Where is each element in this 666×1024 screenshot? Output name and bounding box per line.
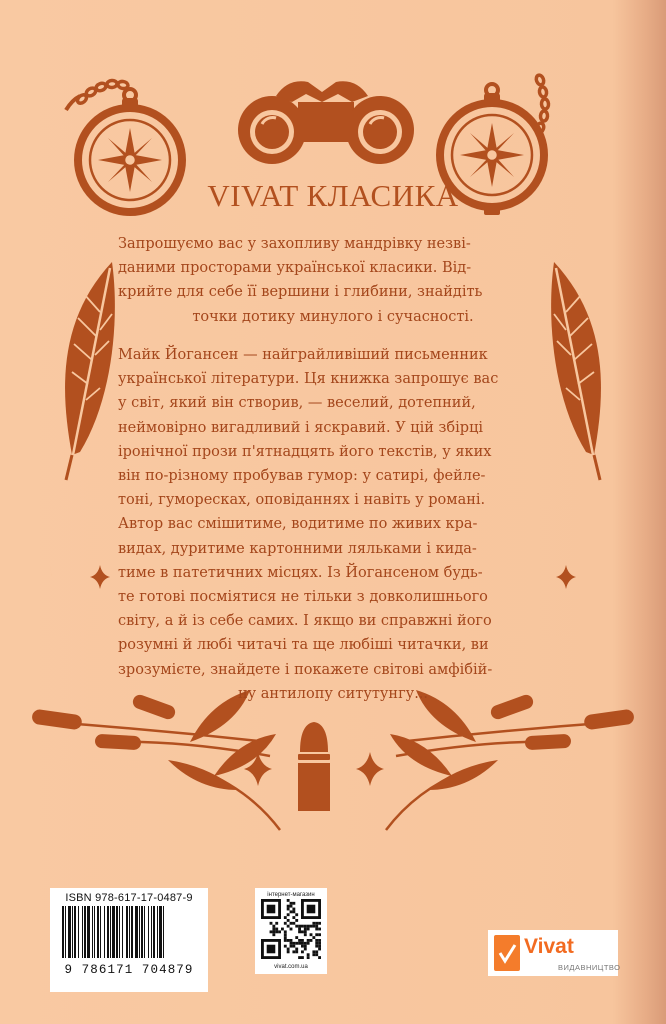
qr-top-caption: інтернет-магазин <box>267 892 315 898</box>
description-paragraph <box>118 343 548 706</box>
sparkle-star-icon <box>90 565 110 589</box>
description-line: видах, дуритиме картонними ляльками і кида- <box>118 540 477 557</box>
intro-line: точки дотику минулого і сучасності. <box>192 308 474 325</box>
crescent-moon-icon <box>590 540 616 592</box>
intro-paragraph <box>118 232 548 329</box>
bullet-icon <box>298 722 330 811</box>
description-line: зрозумієте, знайдете і покажете світові амфібій- <box>118 661 493 678</box>
intro-line: крийте для себе її вершини і глибини, знайдіть <box>118 284 483 301</box>
qr-code-icon <box>258 899 324 959</box>
sparkle-star-icon <box>356 752 384 786</box>
cattail-reed-icon <box>386 690 635 830</box>
intro-line: даними просторами української класики. Від- <box>118 260 472 277</box>
publisher-name: Vivat <box>524 935 574 958</box>
series-title: VIVAT КЛАСИКА <box>207 178 459 213</box>
description-line: Автор вас смішитиме, водитиме по живих кра- <box>118 516 478 533</box>
description-line: Майк Йогансен — найграйливіший письменник <box>118 347 488 363</box>
isbn-number: ISBN 978-617-17-0487-9 <box>65 892 193 904</box>
description-line: світу, а й із себе самих. І якщо ви справжні його <box>118 613 492 630</box>
description-line: розумні й любі читачі та ще любіші читачки, ви <box>118 637 489 654</box>
feather-icon <box>65 262 115 480</box>
description-line: неймовірно вигадливий і яскравий. У цій збірці <box>118 419 484 436</box>
description-line: те готові посміятися не тільки з довколишнього <box>118 589 488 606</box>
publisher-subtitle: ВИДАВНИЦТВО <box>558 963 621 972</box>
intro-line: Запрошуємо вас у захопливу мандрівку незві- <box>118 236 471 252</box>
isbn-barcode <box>50 888 208 992</box>
publisher-logo <box>488 930 621 976</box>
crescent-moon-icon <box>50 540 76 592</box>
description-line: він по-різному пробував гумор: у сатирі, фейле- <box>118 468 486 485</box>
barcode-bars <box>56 904 202 960</box>
barcode-digits: 9 786171 704879 <box>64 963 194 977</box>
feather-icon <box>551 262 601 480</box>
binoculars-icon <box>238 81 414 164</box>
description-line: іронічної прози п'ятнадцять його текстів, у яких <box>118 443 492 460</box>
cattail-reed-icon <box>31 690 280 830</box>
description-line: тоні, гуморесках, оповіданнях і навіть у романі. <box>118 492 486 509</box>
qr-bottom-caption: vivat.com.ua <box>274 964 308 970</box>
vivat-logo-icon <box>494 935 520 971</box>
description-line: тиме в патетичних місцях. Із Йогансеном будь- <box>118 564 483 581</box>
description-line: у світ, який він створив, — веселий, дотепний, <box>118 395 476 412</box>
description-line: ну антилопу ситутунгу... <box>237 685 429 702</box>
sparkle-star-icon <box>556 565 576 589</box>
qr-code-block <box>255 888 327 974</box>
description-line: української літератури. Ця книжка запрошує вас <box>118 371 499 388</box>
